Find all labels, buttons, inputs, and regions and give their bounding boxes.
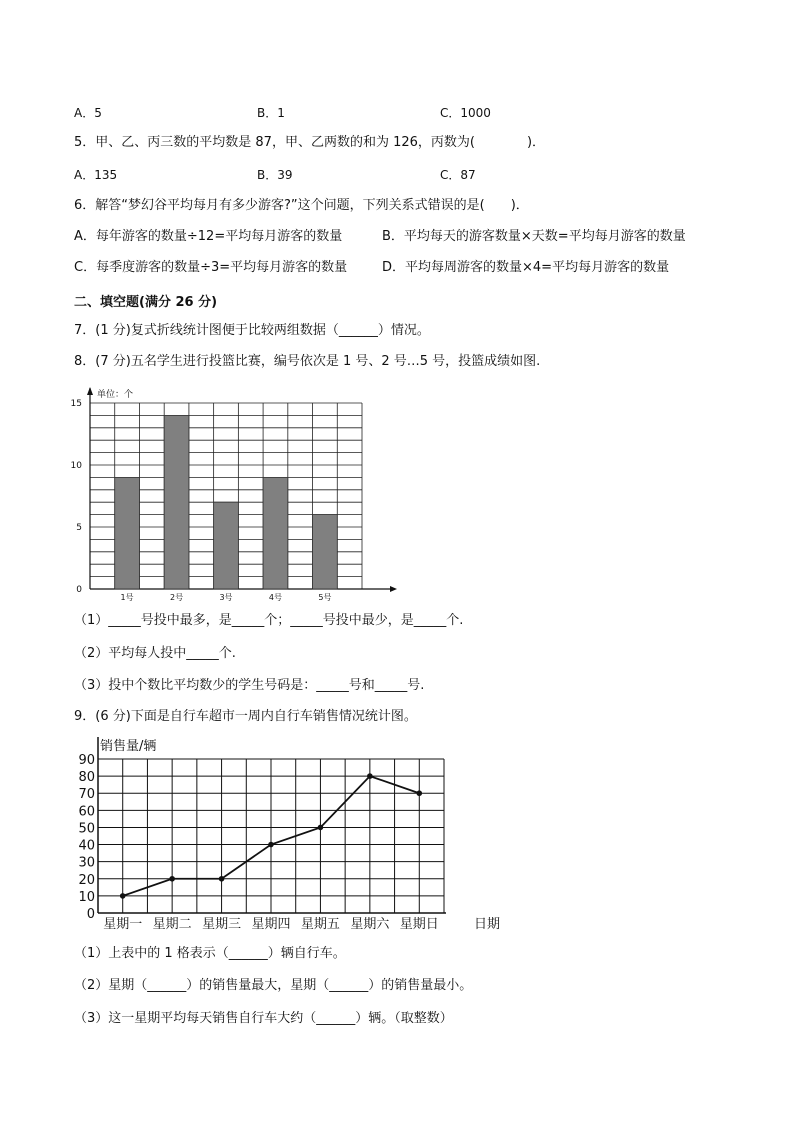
q9-sub-3: （3）这一星期平均每天销售自行车大约（______）辆。（取整数）: [74, 1011, 453, 1026]
question-7: 7．(1 分)复式折线统计图便于比较两组数据（______）情况。: [74, 323, 430, 338]
line-y-tick-label: 90: [78, 753, 95, 768]
line-y-tick-label: 0: [86, 907, 95, 922]
q6-option-c: C．每季度游客的数量÷3=平均每月游客的数量: [74, 260, 348, 275]
q6-option-d: D．平均每周游客的数量×4=平均每月游客的数量: [382, 260, 670, 275]
question-9: 9．(6 分)下面是自行车超市一周内自行车销售情况统计图。: [74, 709, 417, 724]
line-x-tick-label: 星期六: [350, 917, 390, 932]
bar-x-tick-label: 2号: [169, 593, 184, 602]
line-y-axis-label: 销售量/辆: [100, 739, 157, 754]
line-x-tick-label: 星期一: [103, 917, 143, 932]
line-point-5: [318, 825, 324, 831]
bar-unit-label: 单位：个: [97, 390, 134, 400]
line-y-tick-label: 80: [78, 770, 95, 786]
line-point-3: [219, 876, 225, 882]
line-point-4: [268, 842, 274, 848]
bar-y-tick-label: 10: [70, 461, 82, 471]
bar-x-tick-label: 4号: [268, 593, 283, 602]
bar-chart: [60, 380, 400, 605]
bar-x-tick-label: 5号: [318, 593, 332, 602]
q9-sub-2: （2）星期（______）的销售量最大，星期（______）的销售量最小。: [74, 978, 473, 993]
question-6: 6．解答“梦幻谷平均每月有多少游客?”这个问题，下列关系式错误的是( )．: [74, 198, 529, 213]
bar-4: [263, 477, 288, 589]
bar-1: [115, 477, 140, 589]
line-x-tick-label: 星期五: [300, 917, 340, 932]
line-y-tick-label: 10: [78, 889, 95, 905]
q5-option-a: A．135: [74, 168, 118, 182]
question-5: 5．甲、乙、丙三数的平均数是 87，甲、乙两数的和为 126，丙数为( )．: [74, 135, 546, 150]
line-x-tick-label: 星期日: [399, 917, 439, 932]
bar-3: [214, 502, 239, 589]
bar-5: [313, 515, 338, 589]
line-point-1: [120, 893, 126, 899]
q4-option-c: C．1000: [440, 106, 491, 120]
bar-y-tick-label: 15: [70, 399, 82, 409]
line-y-tick-label: 20: [78, 872, 95, 888]
line-y-tick-label: 50: [78, 821, 95, 837]
q8-sub-2: （2）平均每人投中_____个.: [74, 646, 236, 661]
line-y-tick-label: 70: [78, 787, 95, 803]
bar-x-tick-label: 1号: [120, 593, 134, 602]
line-x-tick-label: 星期二: [152, 917, 192, 932]
line-y-tick-label: 40: [78, 838, 95, 854]
line-x-tick-label: 星期三: [202, 917, 242, 932]
q4-option-a: A．5: [74, 106, 102, 120]
q8-sub-3: （3）投中个数比平均数少的学生号码是：_____号和_____号.: [74, 678, 425, 693]
bar-y-tick-label: 0: [76, 585, 82, 595]
line-y-tick-label: 60: [78, 804, 95, 820]
q6-option-b: B．平均每天的游客数量×天数=平均每月游客的数量: [382, 229, 686, 244]
q9-sub-1: （1）上表中的 1 格表示（______）辆自行车。: [74, 946, 346, 961]
bar-x-tick-label: 3号: [219, 593, 233, 602]
q8-sub-1: （1）_____号投中最多，是_____个；_____号投中最少，是_____个.: [74, 613, 464, 628]
q5-option-b: B．39: [257, 168, 293, 182]
line-y-tick-label: 30: [78, 855, 95, 871]
bar-y-axis-arrow: [87, 387, 93, 395]
q6-option-a: A．每年游客的数量÷12=平均每月游客的数量: [74, 229, 343, 244]
q5-option-c: C．87: [440, 168, 476, 182]
line-x-tick-label: 星期四: [251, 917, 291, 932]
q4-option-b: B．1: [257, 106, 285, 120]
line-point-2: [169, 876, 175, 882]
line-x-axis-label: 日期: [474, 917, 501, 932]
bar-x-axis-arrow: [390, 586, 397, 592]
section-2-title: 二、填空题(满分 26 分): [74, 295, 218, 310]
bar-2: [164, 415, 189, 589]
question-8: 8．(7 分)五名学生进行投篮比赛，编号依次是 1 号、2 号…5 号，投篮成绩如图.: [74, 354, 541, 369]
bar-y-tick-label: 5: [76, 523, 82, 533]
line-point-7: [416, 790, 422, 796]
line-chart: [66, 733, 516, 933]
line-point-6: [367, 773, 373, 779]
